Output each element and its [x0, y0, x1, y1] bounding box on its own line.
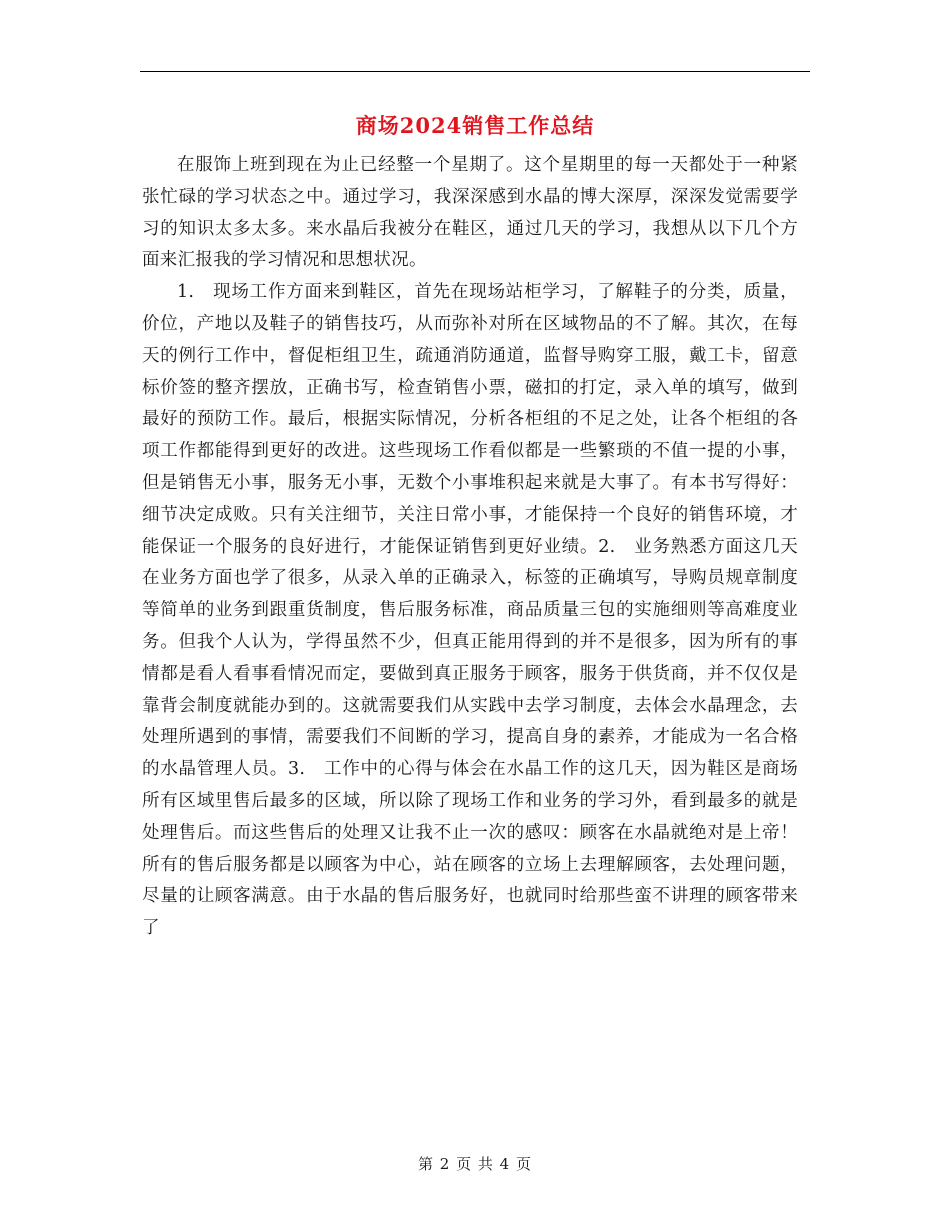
document-body [142, 150, 798, 945]
paragraph-intro: 在服饰上班到现在为止已经整一个星期了。这个星期里的每一天都处于一种紧张忙碌的学习状态之中。通过学习，我深深感到水晶的博大深厚，深深发觉需要学习的知识太多太多。来水晶后我被分在鞋区，通过几天的学习，我想从以下几个方面来汇报我的学习情况和思想状况。 [142, 155, 798, 271]
document-title: 商场2024销售工作总结 [355, 113, 595, 138]
page-number: 第 2 页 共 4 页 [418, 1155, 532, 1173]
header-rule [140, 71, 810, 72]
paragraph-main: 1. 现场工作方面来到鞋区，首先在现场站柜学习，了解鞋子的分类，质量，价位，产地以及鞋子的销售技巧，从而弥补对所在区域物品的不了解。其次，在每天的例行工作中，督促柜组卫生，疏通消防通道，监督导购穿工服，戴工卡，留意标价签的整齐摆放，正确书写，检查销售小票，磁扣的打定，录入单的填写，做到最好的预防工作。最后，根据实际情况，分析各柜组的不足之处，让各个柜组的各项工作都能得到更好的改进。这些现场工作看似都是一些繁琐的不值一提的小事，但是销售无小事，服务无小事，无数个小事堆积起来就是大事了。有本书写得好：细节决定成败。只有关注细节，关注日常小事，才能保持一个良好的销售环境，才能保证一个服务的良好进行，才能保证销售到更好业绩。2. 业务熟悉方面这几天在业务方面也学了很多，从录入单的正确录入，标签的正确填写，导购员规章制度等简单的业务到跟重货制度，售后服务标准，商品质量三包的实施细则等高难度业务。但我个人认为，学得虽然不少，但真正能用得到的并不是很多，因为所有的事情都是看人看事看情况而定，要做到真正服务于顾客，服务于供货商，并不仅仅是靠背会制度就能办到的。这就需要我们从实践中去学习制度，去体会水晶理念，去处理所遇到的事情，需要我们不间断的学习，提高自身的素养，才能成为一名合格的水晶管理人员。3. 工作中的心得与体会在水晶工作的这几天，因为鞋区是商场所有区域里售后最多的区域，所以除了现场工作和业务的学习外，看到最多的就是处理售后。而这些售后的处理又让我不止一次的感叹：顾客在水晶就绝对是上帝！所有的售后服务都是以顾客为中心，站在顾客的立场上去理解顾客，去处理问题，尽量的让顾客满意。由于水晶的售后服务好，也就同时给那些蛮不讲理的顾客带来了 [142, 282, 798, 939]
